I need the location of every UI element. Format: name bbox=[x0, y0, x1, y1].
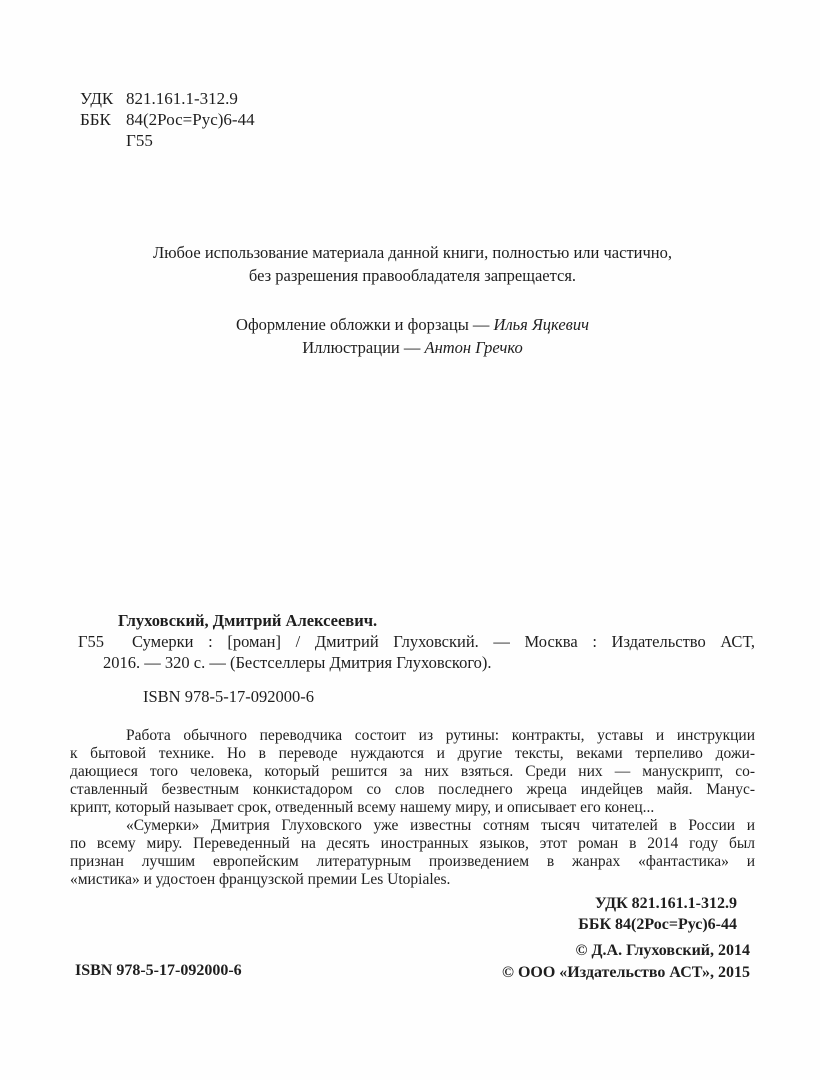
bbk-line bbox=[80, 109, 255, 130]
catalog-author-heading: Глуховский, Дмитрий Алексеевич. bbox=[118, 611, 378, 630]
annotation-line: «мистика» и удостоен французской премии Les Utopiales. bbox=[70, 871, 451, 888]
cover-credit-line bbox=[70, 313, 755, 336]
classification-block-bottom bbox=[578, 893, 737, 935]
copyright-publisher: © ООО «Издательство АСТ», 2015 bbox=[501, 964, 750, 981]
catalog-description-text1: Сумерки : [роман] / Дмитрий Глуховский. — Москва : Издательство АСТ, bbox=[132, 632, 755, 651]
udk-line bbox=[80, 88, 255, 109]
annotation-line: Работа обычного переводчика состоит из рутины: контракты, уставы и инструкции bbox=[126, 727, 755, 744]
copyright-author: © Д.А. Глуховский, 2014 bbox=[575, 942, 750, 959]
cover-credit-name: Илья Яцкевич bbox=[493, 315, 589, 334]
udk-bottom-line: УДК 821.161.1-312.9 bbox=[594, 895, 737, 912]
author-sign-top: Г55 bbox=[126, 131, 153, 150]
annotation-paragraph-1 bbox=[70, 727, 755, 817]
annotation-line: крипт, который называет срок, отведенный всему нашему миру, и описывает его конец... bbox=[70, 799, 655, 816]
author-sign-card: Г55 bbox=[78, 632, 105, 651]
bbk-bottom-line: ББК 84(2Рос=Рус)6-44 bbox=[578, 916, 737, 933]
annotation-line: ставленный безвестным конкистадором со слов последнего жреца индейцев майя. Манус- bbox=[70, 781, 755, 798]
illustrations-credit-name: Антон Гречко bbox=[424, 338, 523, 357]
annotation-line: к бытовой технике. Но в переводе нуждаются и другие тексты, веками терпеливо дожи- bbox=[70, 745, 755, 762]
annotation-line: «Сумерки» Дмитрия Глуховского уже известны сотням тысяч читателей в России и bbox=[126, 817, 755, 834]
isbn-imprint: ISBN 978-5-17-092000-6 bbox=[75, 962, 242, 979]
catalog-description-line1 bbox=[78, 631, 755, 652]
bbk-label: ББК bbox=[80, 110, 111, 129]
rights-notice bbox=[70, 241, 755, 287]
catalog-card bbox=[78, 610, 755, 707]
copyright-block bbox=[502, 940, 750, 984]
illustrations-credit-label: Иллюстрации — bbox=[302, 338, 425, 357]
udk-label: УДК bbox=[80, 89, 114, 108]
cover-credit-label: Оформление обложки и форзацы — bbox=[236, 315, 494, 334]
annotation-block bbox=[70, 727, 755, 889]
annotation-line: дающиеся того человека, который решится за них взяться. Среди них — манускрипт, со- bbox=[70, 763, 755, 780]
annotation-line: признан лучшим европейским литературным произведением в жанрах «фантастика» и bbox=[70, 853, 755, 870]
isbn-catalog: ISBN 978-5-17-092000-6 bbox=[143, 687, 314, 706]
annotation-paragraph-2 bbox=[70, 817, 755, 889]
udk-value: 821.161.1-312.9 bbox=[126, 89, 238, 108]
credits-block bbox=[70, 313, 755, 359]
bbk-value: 84(2Рос=Рус)6-44 bbox=[126, 110, 255, 129]
rights-notice-line2: без разрешения правообладателя запрещается. bbox=[248, 266, 577, 285]
illustrations-credit-line bbox=[70, 336, 755, 359]
rights-notice-line1: Любое использование материала данной книги, полностью или частично, bbox=[153, 243, 672, 262]
annotation-line: по всему миру. Переведенный на десять иностранных языков, этот роман в 2014 году был bbox=[70, 835, 755, 852]
classification-block-top bbox=[80, 88, 255, 151]
catalog-description-line2: 2016. — 320 с. — (Бестселлеры Дмитрия Глуховского). bbox=[103, 653, 492, 672]
